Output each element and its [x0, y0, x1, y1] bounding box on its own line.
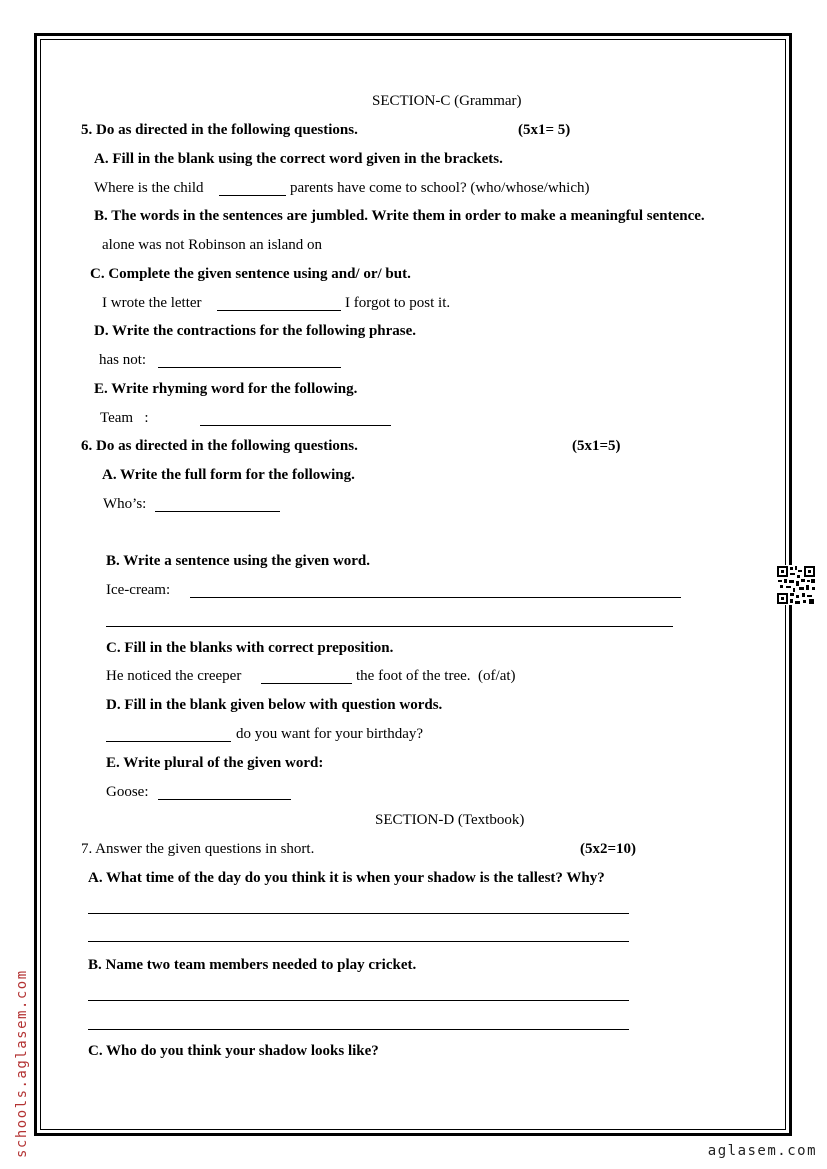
- qr-code-icon: [776, 565, 816, 605]
- q5b-label: B. The words in the sentences are jumbled. Write them in order to make a meaningful sentence.: [94, 208, 705, 224]
- q6c-pre: He noticed the creeper: [106, 668, 242, 684]
- q5e-label: E. Write rhyming word for the following.: [94, 381, 358, 397]
- q6b-label: B. Write a sentence using the given word.: [106, 553, 371, 569]
- q6d-blank[interactable]: [106, 741, 231, 742]
- q7b-label: B. Name two team members needed to play cricket.: [88, 957, 417, 973]
- q5a-post: parents have come to school? (who/whose/which): [290, 180, 590, 196]
- q5c-pre: I wrote the letter: [102, 295, 202, 311]
- q6b-answer-line-2[interactable]: [106, 626, 673, 627]
- q6-title: 6. Do as directed in the following questions.: [81, 438, 358, 454]
- q6e-label: E. Write plural of the given word:: [106, 755, 324, 771]
- q6a-label: A. Write the full form for the following.: [102, 467, 355, 483]
- q6c-post: the foot of the tree. (of/at): [356, 668, 516, 684]
- q6c-blank[interactable]: [261, 683, 352, 684]
- q5d-blank[interactable]: [158, 367, 341, 368]
- q7c-label: C. Who do you think your shadow looks like?: [88, 1043, 379, 1059]
- q5e-blank[interactable]: [200, 425, 391, 426]
- q6a-blank[interactable]: [155, 511, 280, 512]
- q5-marks: (5x1= 5): [518, 122, 571, 138]
- section-d-title: SECTION-D (Textbook): [375, 812, 525, 828]
- q7b-answer-line-1[interactable]: [88, 1000, 629, 1001]
- q5c-blank[interactable]: [217, 310, 341, 311]
- q5d-label: D. Write the contractions for the following phrase.: [94, 323, 417, 339]
- q6a-text: Who’s:: [103, 496, 147, 512]
- q5a-label: A. Fill in the blank using the correct word given in the brackets.: [94, 151, 503, 167]
- q6-marks: (5x1=5): [572, 438, 621, 454]
- q5c-label: C. Complete the given sentence using and/ or/ but.: [90, 266, 411, 282]
- q7a-label: A. What time of the day do you think it is when your shadow is the tallest? Why?: [88, 870, 605, 886]
- q6c-label: C. Fill in the blanks with correct preposition.: [106, 640, 394, 656]
- q5a-pre: Where is the child: [94, 180, 204, 196]
- q5d-text: has not:: [99, 352, 147, 368]
- q6d-post: do you want for your birthday?: [236, 726, 424, 742]
- q6d-label: D. Fill in the blank given below with question words.: [106, 697, 443, 713]
- q7-title: 7. Answer the given questions in short.: [81, 841, 315, 857]
- q7-marks: (5x2=10): [580, 841, 637, 857]
- side-watermark: schools.aglasem.com: [14, 969, 30, 1158]
- q7b-answer-line-2[interactable]: [88, 1029, 629, 1030]
- bottom-watermark: aglasem.com: [707, 1143, 817, 1159]
- q5a-blank[interactable]: [219, 195, 286, 196]
- q5c-post: I forgot to post it.: [345, 295, 451, 311]
- q6e-blank[interactable]: [158, 799, 291, 800]
- section-c-title: SECTION-C (Grammar): [372, 93, 522, 109]
- q6b-answer-line-1[interactable]: [190, 597, 681, 598]
- q6b-text: Ice-cream:: [106, 582, 171, 598]
- q7a-answer-line-2[interactable]: [88, 941, 629, 942]
- q7a-answer-line-1[interactable]: [88, 913, 629, 914]
- q5b-text: alone was not Robinson an island on: [102, 237, 322, 253]
- q5-title: 5. Do as directed in the following questions.: [81, 122, 358, 138]
- q6e-text: Goose:: [106, 784, 149, 800]
- q5e-text: Team :: [100, 410, 149, 426]
